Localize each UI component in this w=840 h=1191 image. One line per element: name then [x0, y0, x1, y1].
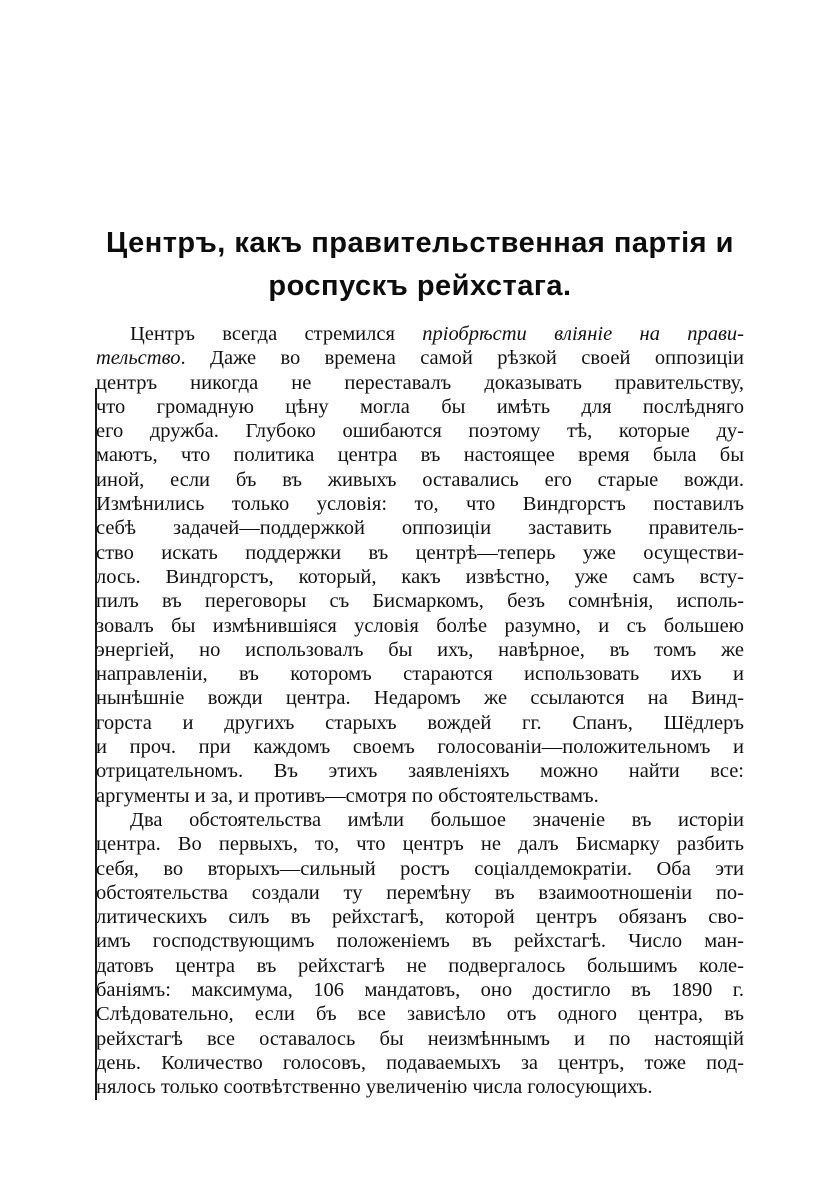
paragraph-1-line: ство искать поддержки въ центрѣ—теперь уже осуществи- — [96, 541, 744, 564]
paragraph-2-line: рейхстагѣ все оставалось бы неизмѣннымъ и по настоящій — [96, 1027, 744, 1050]
paragraph-1-line: иной, если бъ въ живыхъ оставались его старые вожди. — [96, 468, 744, 491]
paragraph-2-line: день. Количество голосовъ, подаваемыхъ за центръ, тоже под- — [96, 1051, 744, 1074]
paragraph-1-line — [96, 346, 744, 370]
paragraph-2-line: обстоятельства создали ту перемѣну въ взаимоотношеніи по- — [96, 881, 744, 904]
paragraph-2-line: Два обстоятельства имѣли большое значеніе въ исторіи — [130, 808, 744, 831]
chapter-title-line-1: Центръ, какъ правительственная партія и — [106, 227, 734, 259]
paragraph-1-line: его дружба. Глубоко ошибаются поэтому тѣ, которые ду- — [96, 420, 744, 443]
paragraph-2-line: центра. Во первыхъ, то, что центръ не далъ Бисмарку разбить — [96, 833, 744, 856]
paragraph-1-line: маютъ, что политика центра въ настоящее время была бы — [96, 444, 744, 467]
paragraph-1-line: себѣ задачей—поддержкой оппозиціи заставить правитель- — [96, 517, 744, 540]
text-run: Центръ всегда стремился — [130, 323, 423, 345]
paragraph-2-line: датовъ центра въ рейхстагѣ не подвергалось большимъ коле- — [96, 954, 744, 977]
paragraph-1-line: что громадную цѣну могла бы имѣть для послѣдняго — [96, 395, 744, 418]
chapter-title-line-2: роспускъ рейхстага. — [268, 270, 572, 302]
paragraph-2-line: нялось только соотвѣтственно увеличенію числа голосующихъ. — [96, 1076, 653, 1099]
italic-emphasis: тельство — [96, 347, 181, 370]
paragraph-1-line: нынѣшніе вожди центра. Недаромъ же ссылаются на Винд- — [96, 687, 744, 710]
italic-emphasis: пріобрѣсти вліяніе на прави- — [422, 323, 744, 345]
paragraph-1-line: пилъ въ переговоры съ Бисмаркомъ, безъ сомнѣнія, исполь- — [96, 590, 744, 613]
paragraph-1-line: горста и другихъ старыхъ вождей гг. Спанъ, Шёдлеръ — [96, 711, 744, 734]
paragraph-2-line: литическихъ силъ въ рейхстагѣ, которой центръ обязанъ сво- — [96, 906, 744, 929]
paragraph-1-line: и проч. при каждомъ своемъ голосованіи—положительномъ и — [96, 736, 744, 759]
paragraph-1-line: аргументы и за, и противъ—смотря по обстоятельствамъ. — [96, 784, 599, 807]
paragraph-1-line: отрицательномъ. Въ этихъ заявленіяхъ можно найти все: — [96, 760, 744, 783]
paragraph-1-line: направленіи, въ которомъ стараются использовать ихъ и — [96, 663, 744, 686]
paragraph-1-line: Измѣнились только условія: то, что Виндгорстъ поставилъ — [96, 493, 744, 516]
paragraph-2-line: имъ господствующимъ положеніемъ въ рейхстагѣ. Число ман- — [96, 930, 744, 953]
paragraph-2-line: баніямъ: максимума, 106 мандатовъ, оно достигло въ 1890 г. — [96, 979, 744, 1002]
paragraph-2-line: себя, во вторыхъ—сильный ростъ соціалдемократіи. Оба эти — [96, 857, 744, 880]
paragraph-1-line: центръ никогда не переставалъ доказывать правительству, — [96, 371, 744, 394]
paragraph-2-line: Слѣдовательно, если бъ все зависѣло отъ одного центра, въ — [96, 1003, 744, 1026]
paragraph-1-line: лось. Виндгорстъ, который, какъ извѣстно, уже самъ всту- — [96, 565, 744, 588]
paragraph-1-line: энергіей, но использовалъ бы ихъ, навѣрное, въ томъ же — [96, 638, 744, 661]
paragraph-1-line: зовалъ бы измѣнившіяся условія болѣе разумно, и съ большею — [96, 614, 744, 637]
paragraph-1-line — [96, 322, 744, 346]
body-text — [96, 322, 744, 1100]
text-run: . Даже во времена самой рѣзкой своей оппозиціи — [180, 347, 744, 370]
